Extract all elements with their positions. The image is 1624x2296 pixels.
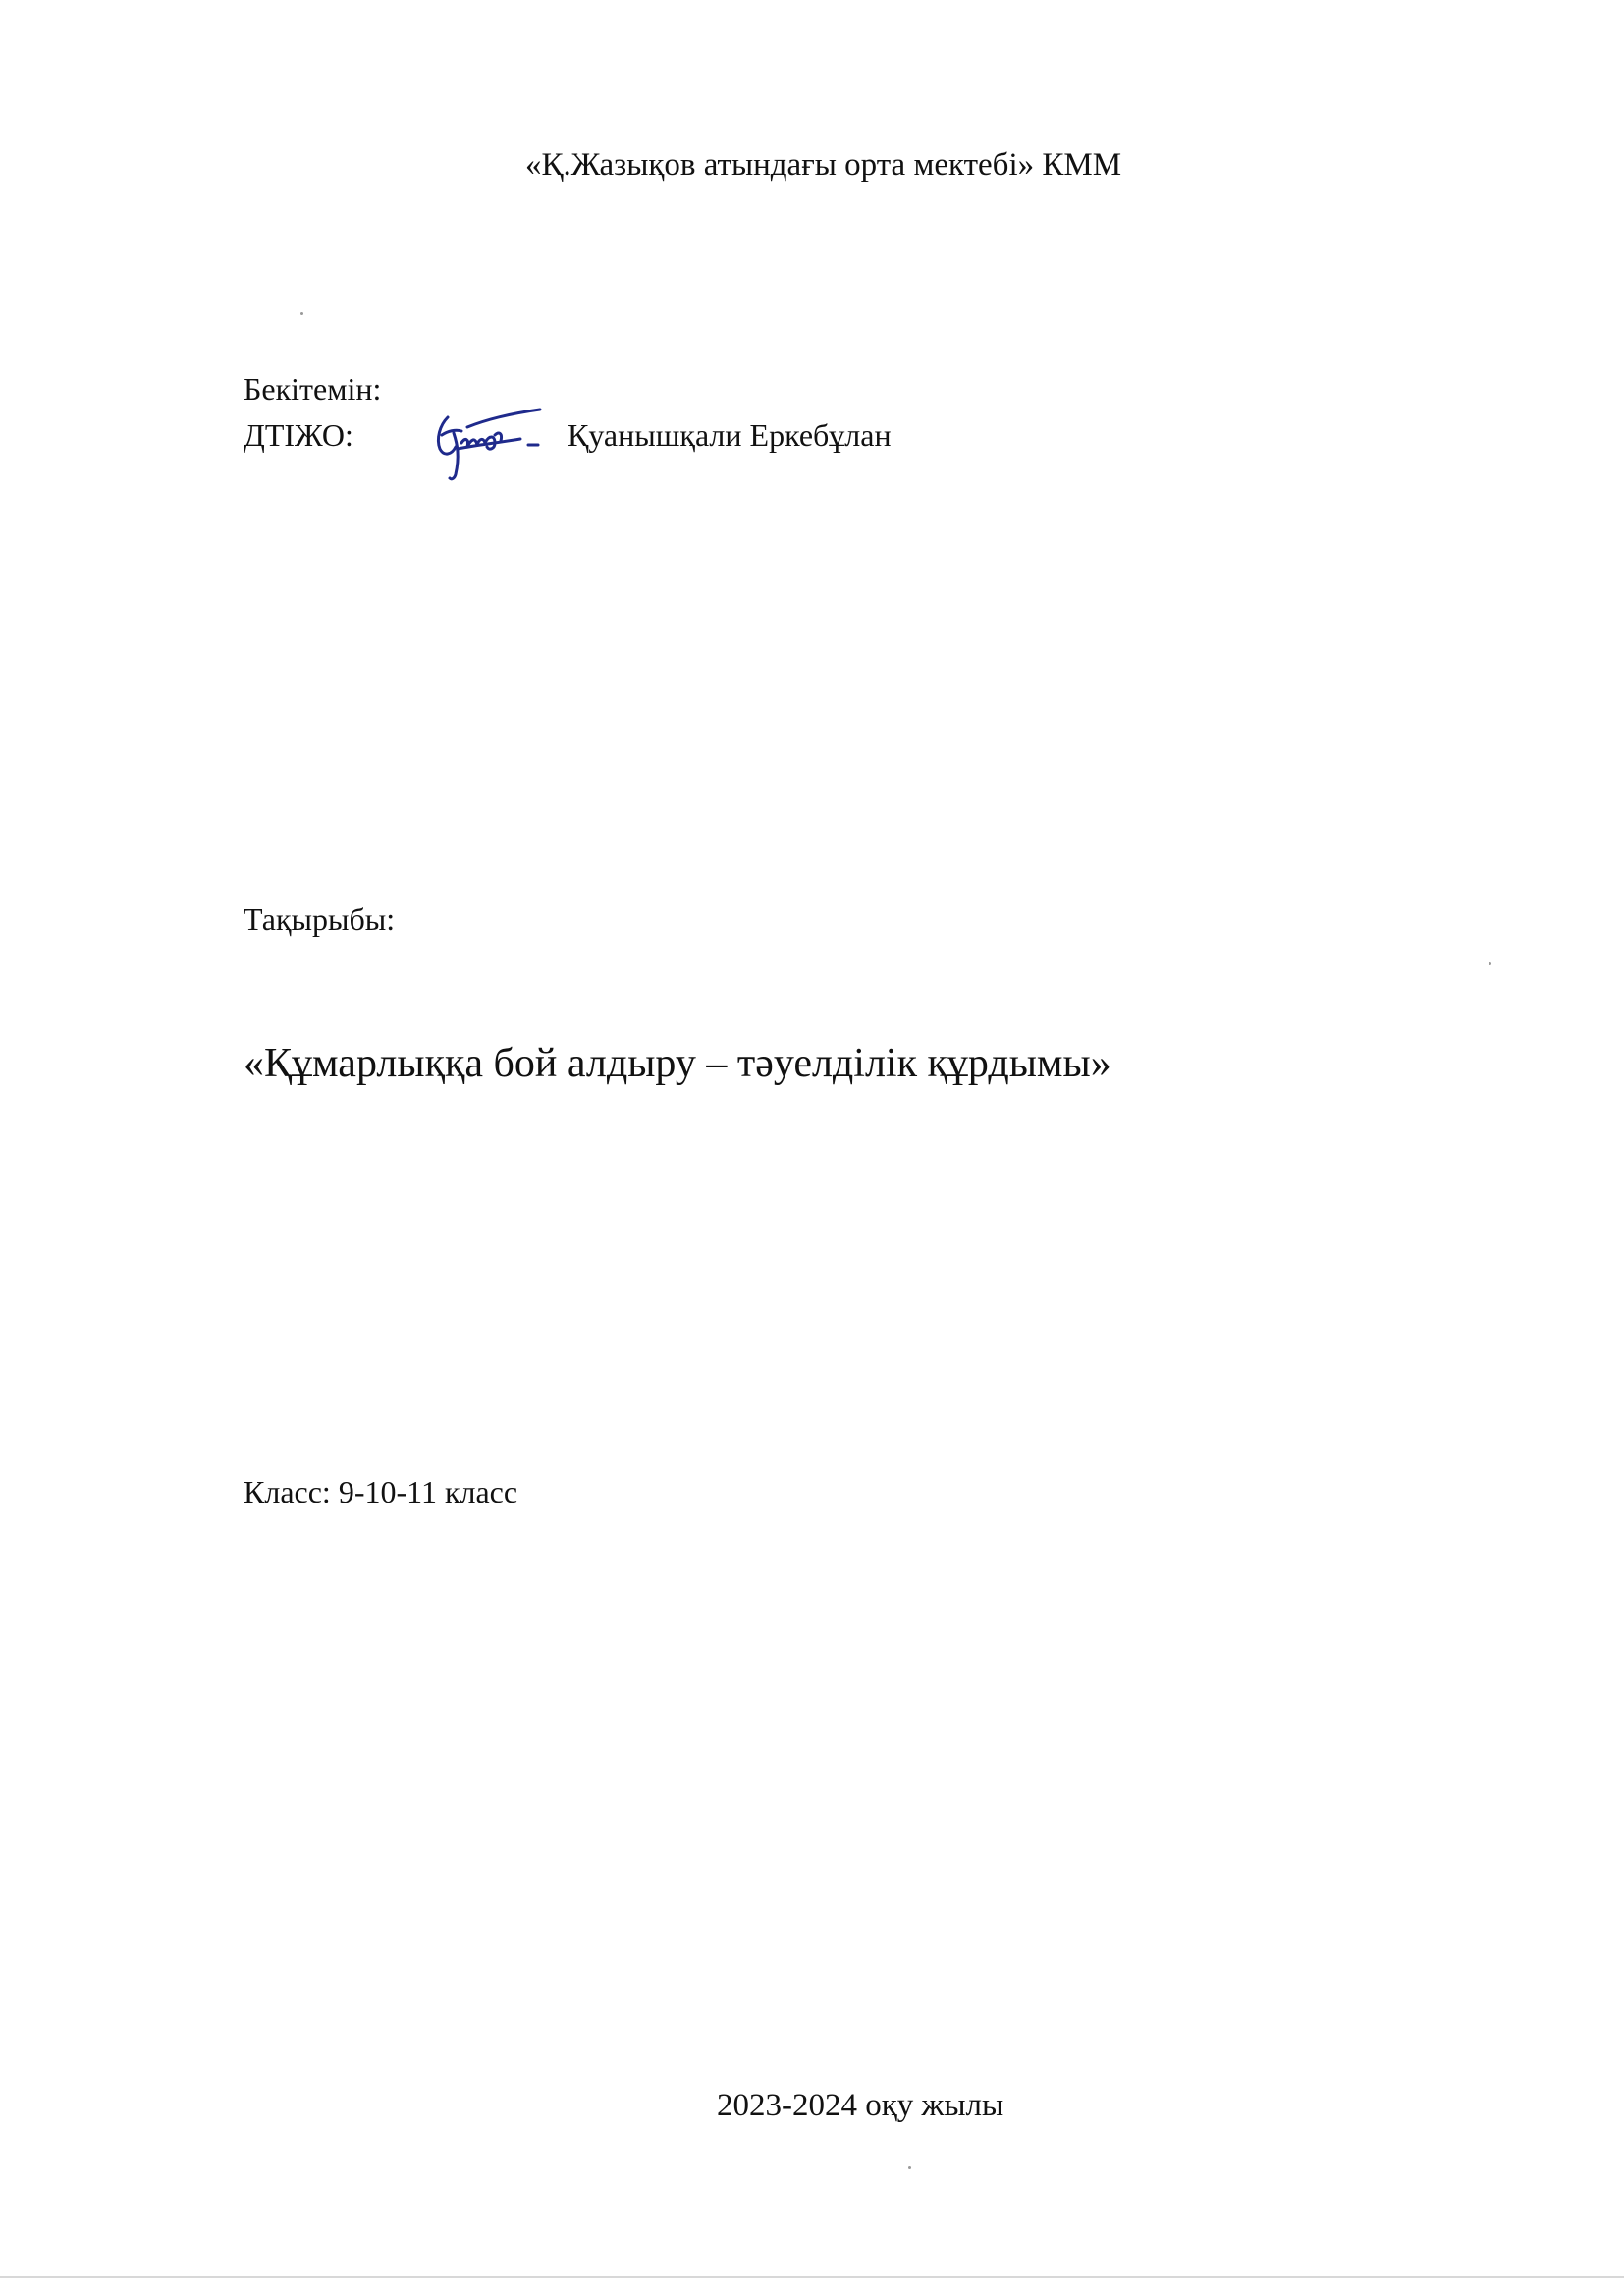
class-info: Класс: 9-10-11 класс xyxy=(244,1474,518,1509)
signature-icon xyxy=(418,406,551,484)
approval-row xyxy=(244,406,1029,484)
topic-label: Тақырыбы: xyxy=(244,902,396,937)
academic-year: 2023-2024 оқу жылы xyxy=(717,2088,1004,2123)
scan-speck xyxy=(300,312,303,315)
approver-position: ДТІЖО: xyxy=(244,417,353,453)
approver-name: Қуанышқали Еркебұлан xyxy=(568,417,892,453)
school-header: «Қ.Жазықов атындағы орта мектебі» КММ xyxy=(525,147,1122,183)
topic-title: «Құмарлыққа бой алдыру – тәуелділік құрдымы» xyxy=(244,1041,1111,1086)
scan-speck xyxy=(908,2166,911,2169)
approval-label: Бекітемін: xyxy=(244,371,382,407)
scan-edge xyxy=(0,2276,1624,2278)
scan-speck xyxy=(1489,962,1491,965)
